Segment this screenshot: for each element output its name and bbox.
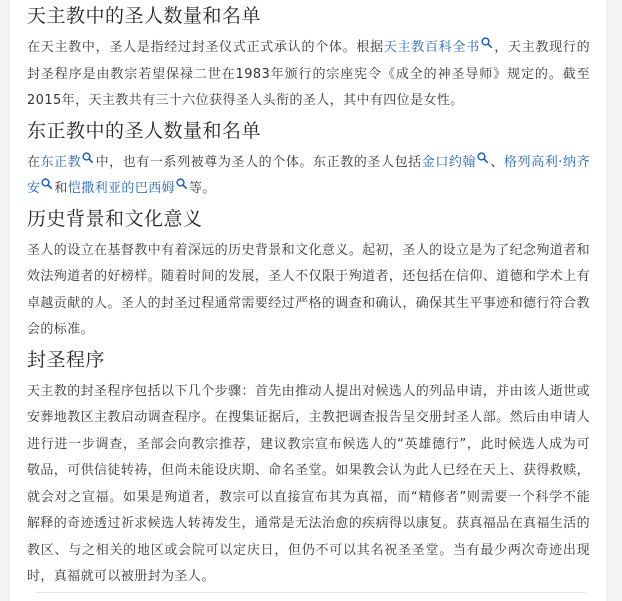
link-eastern-orthodox[interactable]: 东正教: [40, 154, 82, 170]
text-fragment: 和: [54, 181, 68, 196]
paragraph-orthodox: [27, 150, 590, 203]
text-fragment: 在: [27, 154, 41, 170]
paragraph-history: 圣人的设立在基督教中有着深远的历史背景和文化意义。起初，圣人的设立是为了纪念殉道者和效法殉道者的好榜样。随着时间的发展，圣人不仅限于殉道者，还包括在信仰、道德和学术上有卓越贡献的人。圣人的封圣过程通常需要经过严格的调查和确认，确保其生平事迹和德行符合教会的标准。: [27, 242, 590, 337]
text-fragment: 等。: [189, 181, 216, 196]
text-fragment: 、: [490, 154, 504, 170]
divider: [36, 592, 586, 593]
link-basil-caesarea[interactable]: 恺撒利亚的巴西姆: [67, 181, 176, 196]
search-icon[interactable]: [82, 152, 93, 163]
text-fragment: ，天主教现行的封圣程序是由教宗若望保禄二世在1983年颁行的宗座宪令《成全的神圣导师》规定的。截至2015年，天主教共有三十六位获得圣人头衔的圣人，其中有四位是女性。: [27, 40, 590, 108]
search-icon[interactable]: [176, 178, 187, 189]
link-catholic-encyclopedia[interactable]: 天主教百科全书: [383, 40, 480, 55]
section-heading-orthodox: 东正教中的圣人数量和名单: [27, 119, 262, 142]
article-card: [10, 0, 606, 601]
link-gregory-nazianzus[interactable]: 格列高利·纳齐安: [27, 154, 591, 196]
search-icon[interactable]: [477, 152, 488, 163]
search-icon[interactable]: [41, 178, 52, 189]
text-fragment: 在天主教中，圣人是指经过封圣仪式正式承认的个体。根据: [27, 40, 384, 55]
section-heading-catholic: 天主教中的圣人数量和名单: [27, 5, 262, 27]
search-icon[interactable]: [481, 37, 492, 48]
section-heading-history: 历史背景和文化意义: [27, 207, 203, 230]
paragraph-catholic: [27, 35, 590, 115]
link-john-chrysostom[interactable]: 金口约翰: [421, 154, 477, 170]
article-content: [10, 0, 606, 591]
text-fragment: 中，也有一系列被尊为圣人的个体。东正教的圣人包括: [95, 154, 422, 170]
paragraph-canonization: 天主教的封圣程序包括以下几个步骤：首先由推动人提出对候选人的列品申请，并由该人逝世或安葬地教区主教启动调查程序。在搜集证据后，主教把调查报告呈交册封圣人部。然后由申请人进行进一步调查，圣部会向教宗推荐，建议教宗宣布候选人的“英雄德行”，此时候选人成为可敬品，可供信徒转祷，但尚未能设庆期、命名圣堂。如果教会认为此人已经在天上、获得救赎，就会对之宣福。如果是殉道者，教宗可以直接宣布其为真福，而“精修者”则需要一个科学不能解释的奇迹透过祈求候选人转祷发生，通常是无法治愈的疾病得以康复。获真福品在真福生活的教区、与之相关的地区或会院可以定庆日，但仍不可以其名祝圣圣堂。当有最少两次奇迹出现时，真福就可以被册封为圣人。: [27, 383, 590, 584]
section-heading-canonization: 封圣程序: [27, 348, 106, 371]
